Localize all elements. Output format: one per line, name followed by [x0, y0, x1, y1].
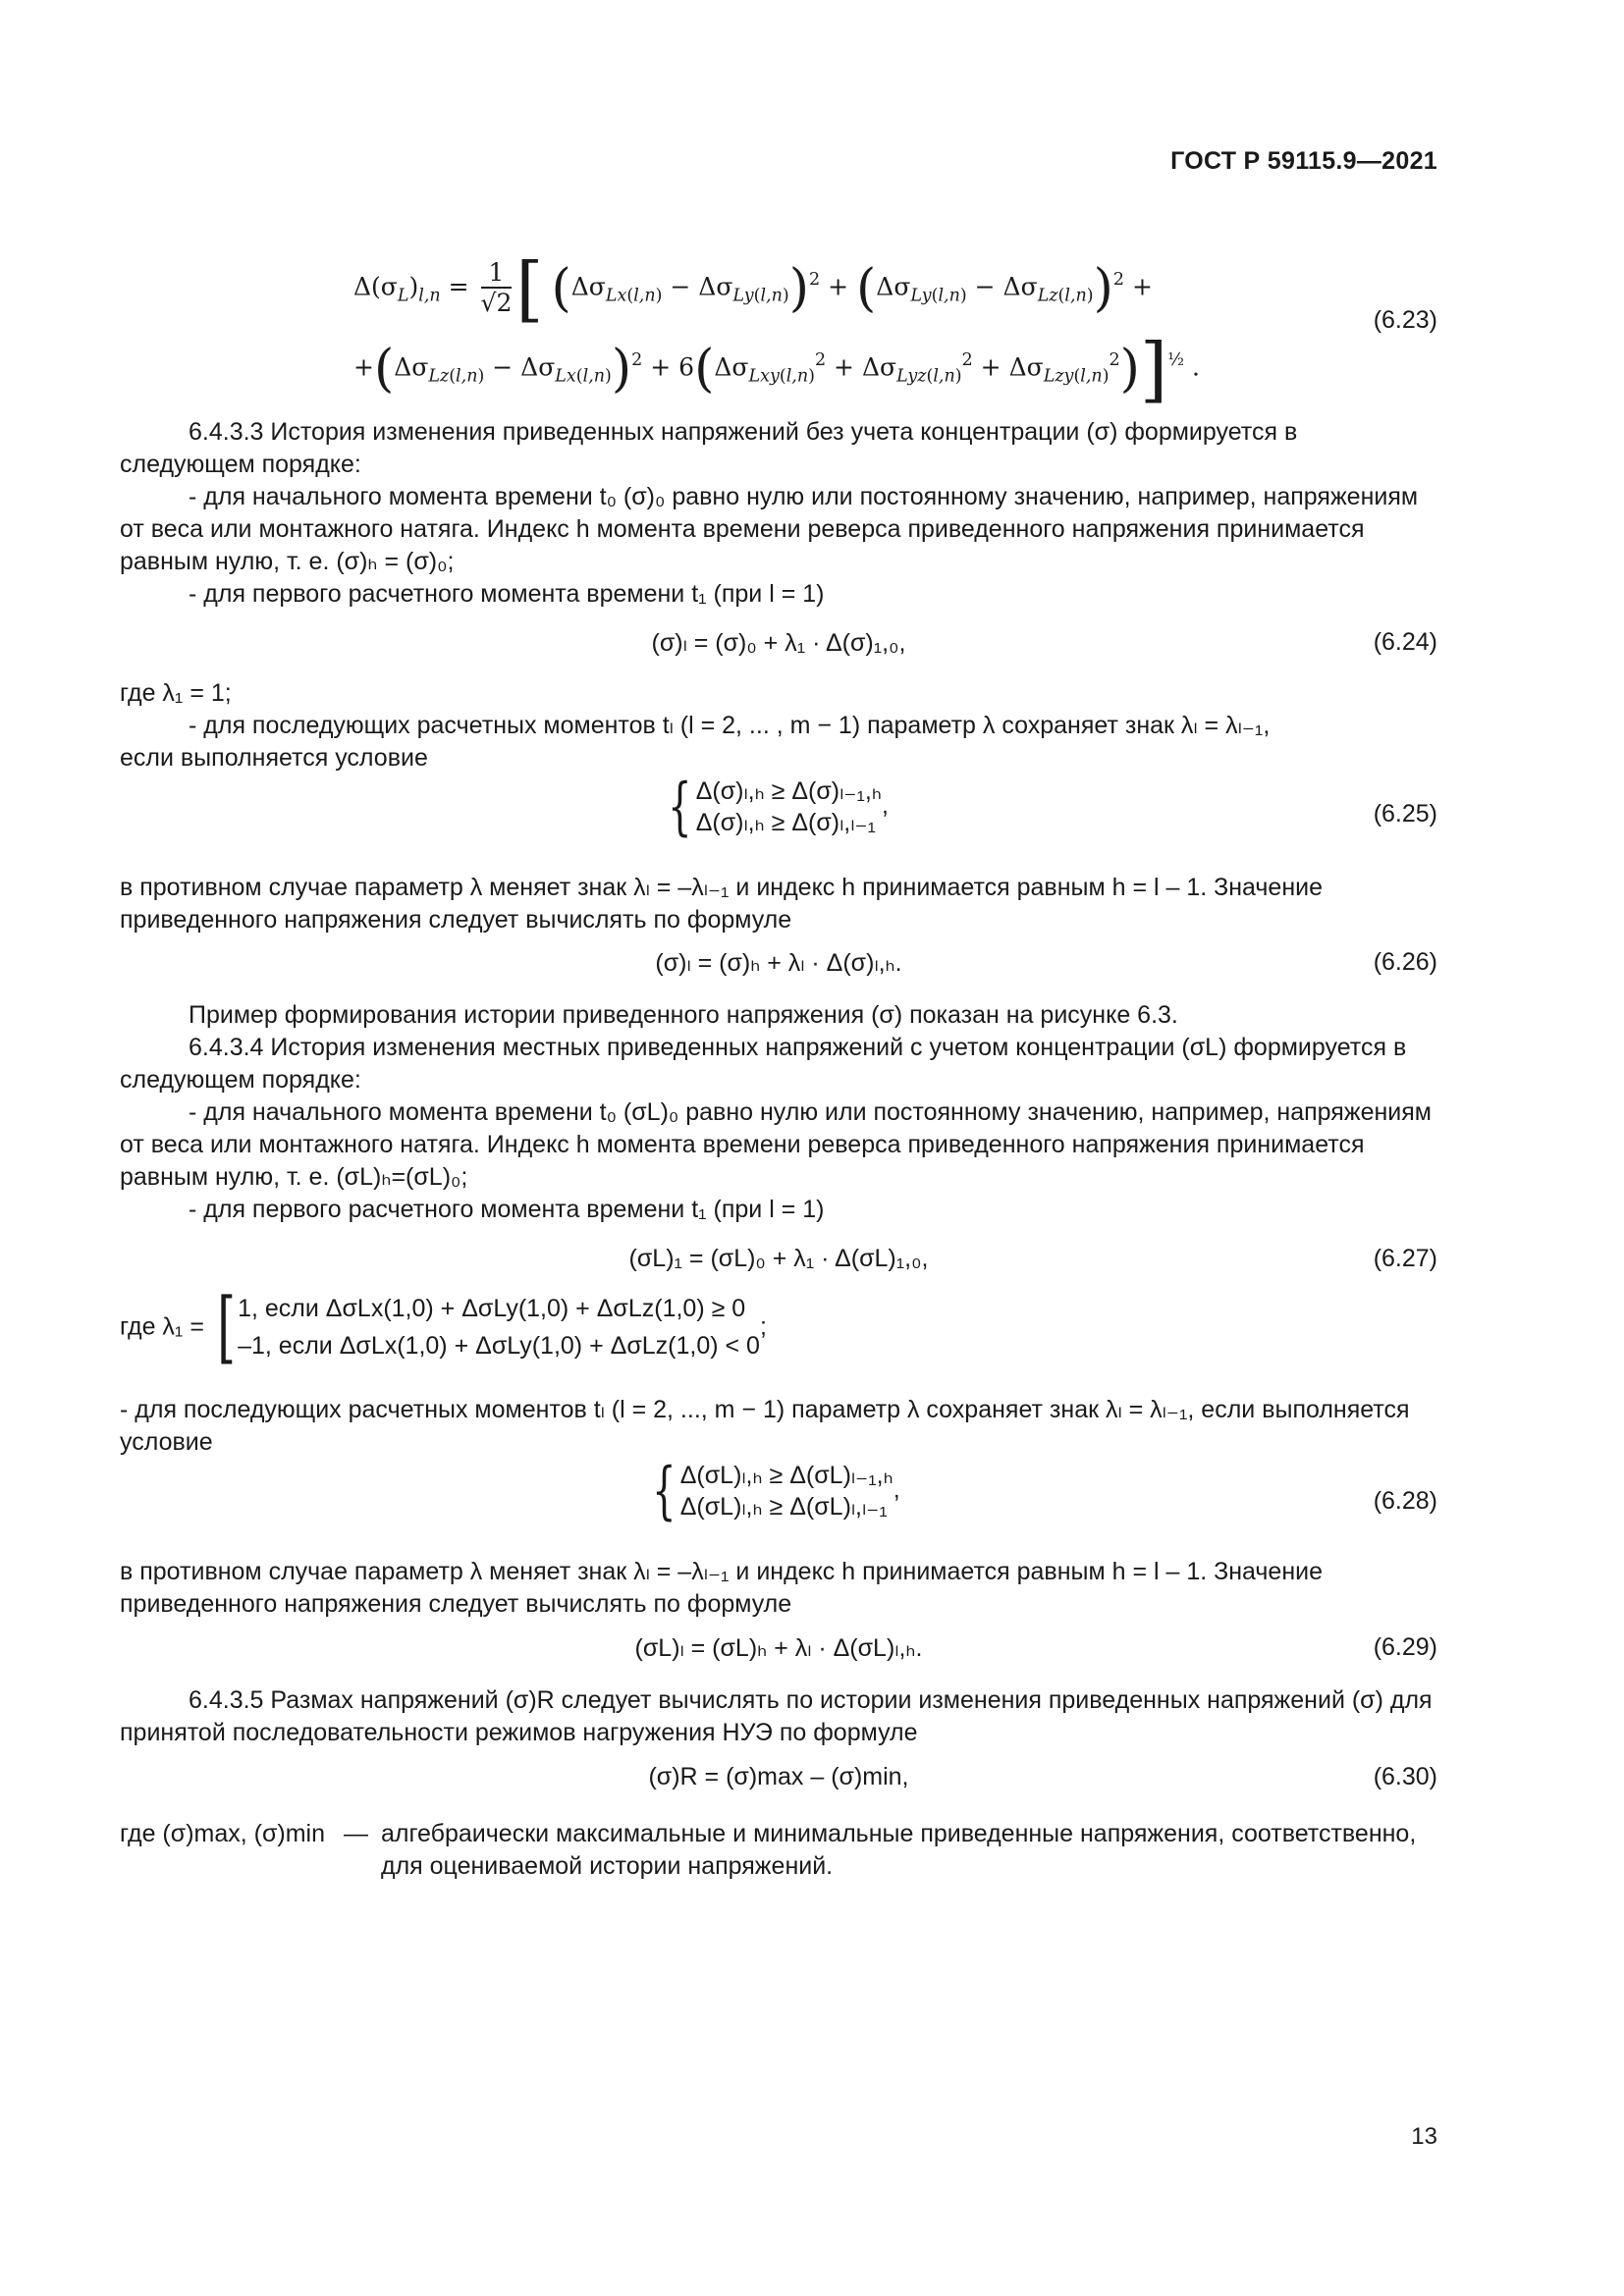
definition-text: алгебраически максимальные и минимальные приведенные напряжения, соответственно, для оцениваемой истории напряжений. — [381, 1820, 1417, 1880]
paragraph-subsequent-moments-1 — [120, 710, 1437, 774]
equation-6-25-tail: , — [881, 791, 889, 820]
equation-6-25: { Δ(σ)ₗ,ₕ ≥ Δ(σ)ₗ₋₁,ₕ Δ(σ)ₗ,ₕ ≥ Δ(σ)ₗ,ₗ₋₁, — [668, 771, 889, 843]
paragraph-6-4-3-4-item1: - для начального момента времени t₀ (σL)₀ равно нулю или постоянному значению, например, напряжениям от веса или монтажного натяга. Индекс h момента времени реверса приведенного напряжения принимается равным нулю, т. е. (σL)ₕ=(σL)₀; — [120, 1098, 1432, 1191]
equation-number-6-29: (6.29) — [1373, 1633, 1437, 1661]
equation-6-30: (σ)R = (σ)max – (σ)min, — [648, 1763, 909, 1790]
section-6-4-3-3 — [120, 416, 1437, 611]
definition-sigma-max-min — [120, 1818, 1437, 1883]
equation-6-28: { Δ(σL)ₗ,ₕ ≥ Δ(σL)ₗ₋₁,ₕ Δ(σL)ₗ,ₕ ≥ Δ(σL)ₗ,ₗ₋₁, — [652, 1455, 900, 1527]
equation-number-6-27: (6.27) — [1373, 1245, 1437, 1272]
paragraph-item3-cont: если выполняется условие — [120, 744, 428, 772]
paragraph-otherwise-2: в противном случае параметр λ меняет знак λₗ = –λₗ₋₁ и индекс h принимается равным h = l – 1. Значение приведенного напряжения следует вычислять по формуле — [120, 1558, 1323, 1618]
piecewise-lead: где λ₁ = — [120, 1312, 204, 1341]
paragraph-6-4-3-3-intro: 6.4.3.3 История изменения приведенных напряжений без учета концентрации (σ) формируется в следующем порядке: — [120, 418, 1298, 478]
equation-6-28-line1: Δ(σL)ₗ,ₕ ≥ Δ(σL)ₗ₋₁,ₕ — [679, 1462, 893, 1489]
paragraph-example: Пример формирования истории приведенного напряжения (σ) показан на рисунке 6.3. — [189, 1001, 1178, 1029]
piecewise-case1: 1, если ΔσLx(1,0) + ΔσLy(1,0) + ΔσLz(1,0) ≥ 0 — [238, 1295, 746, 1322]
piecewise-case2: –1, если ΔσLx(1,0) + ΔσLy(1,0) + ΔσLz(1,0) < 0 — [238, 1332, 760, 1360]
paragraph-6-4-3-3-item1: - для начального момента времени t₀ (σ)₀ равно нулю или постоянному значению, например, напряжениям от веса или монтажного натяга. Индекс h момента времени реверса приведенного напряжения принимается равным нулю, т. е. (σ)ₕ = (σ)₀; — [120, 483, 1419, 575]
equation-6-28-tail: , — [893, 1475, 900, 1504]
equation-6-24-row — [120, 628, 1437, 662]
paragraph-6-4-3-5: 6.4.3.5 Размах напряжений (σ)R следует вычислять по истории изменения приведенных напряжений (σ) для принятой последовательности режимов нагружения НУЭ по формуле — [120, 1686, 1433, 1746]
equation-number-6-24: (6.24) — [1373, 628, 1437, 656]
paragraph-item3: - для последующих расчетных моментов tₗ (l = 2, ... , m − 1) параметр λ сохраняет знак λₗ = λₗ₋₁, — [189, 712, 1271, 739]
equation-number-6-30: (6.30) — [1373, 1763, 1437, 1790]
piecewise-tail: ; — [759, 1312, 767, 1341]
standard-header: ГОСТ Р 59115.9—2021 — [1170, 147, 1437, 175]
equation-6-29: (σL)ₗ = (σL)ₕ + λₗ · Δ(σL)ₗ,ₕ. — [634, 1634, 923, 1662]
equation-number-6-25: (6.25) — [1373, 800, 1437, 828]
equation-6-23: $\Delta(\sigma_L)_{l,n}$ = $\frac{1}{√2}$ [ $(\Delta\sigma_{Lx(l,n)} - \Delta\sigma_{Ly(l,n)})^2 + (\Delta\sigma_{Ly(l,n)} - \Delta\sigma_{Lz(l,n)})^2$ + $+(\Delta\sigma_{Lz(l,n)} - \Delta\sigma_{Lx(l,n)})^2 + 6(\Delta\sigma_{Lxy(l,n)}^2 + \Delta\sigma_{Lyz(l,n)}^2 + \Delta\sigma_{Lzy(l,n)}^2)]^{\frac{1}{2}}$ . — [353, 247, 1200, 410]
paragraph-item4: - для последующих расчетных моментов tₗ (l = 2, ..., m − 1) параметр λ сохраняет знак λₗ = λₗ₋₁, если выполняется условие — [120, 1396, 1410, 1456]
equation-6-25-line1: Δ(σ)ₗ,ₕ ≥ Δ(σ)ₗ₋₁,ₕ — [695, 777, 882, 805]
paragraph-6-4-3-3-item2: - для первого расчетного момента времени t₁ (при l = 1) — [189, 580, 825, 608]
equation-6-27: (σL)₁ = (σL)₀ + λ₁ · Δ(σL)₁,₀, — [628, 1245, 929, 1272]
where-lambda1-piecewise: где λ₁ = [1, если ΔσLx(1,0) + ΔσLy(1,0) + ΔσLz(1,0) ≥ 0 –1, если ΔσLx(1,0) + ΔσLy(1,0) + ΔσLz(1,0) < 0; — [120, 1281, 767, 1372]
definition-term: где (σ)max, (σ)min — [120, 1820, 325, 1847]
equation-number-6-23: (6.23) — [1373, 306, 1437, 334]
equation-number-6-28: (6.28) — [1373, 1487, 1437, 1515]
equation-6-27-row — [120, 1245, 1437, 1278]
equation-number-6-26: (6.26) — [1373, 948, 1437, 976]
paragraph-otherwise-1: в противном случае параметр λ меняет знак λₗ = –λₗ₋₁ и индекс h принимается равным h = l – 1. Значение приведенного напряжения следует вычислять по формуле — [120, 874, 1323, 934]
equation-6-29-row — [120, 1633, 1437, 1667]
definition-dash: — — [344, 1820, 368, 1847]
paragraph-6-4-3-4-item2: - для первого расчетного момента времени t₁ (при l = 1) — [189, 1196, 825, 1223]
equation-6-25-line2: Δ(σ)ₗ,ₕ ≥ Δ(σ)ₗ,ₗ₋₁ — [695, 809, 876, 836]
paragraph-6-4-3-4-intro: 6.4.3.4 История изменения местных приведенных напряжений с учетом концентрации (σL) формируется в следующем порядке: — [120, 1034, 1407, 1094]
where-lambda1: где λ₁ = 1; — [120, 679, 232, 707]
equation-6-28-line2: Δ(σL)ₗ,ₕ ≥ Δ(σL)ₗ,ₗ₋₁ — [679, 1493, 888, 1521]
equation-6-30-row — [120, 1763, 1437, 1796]
equation-6-24: (σ)ₗ = (σ)₀ + λ₁ · Δ(σ)₁,₀, — [651, 629, 906, 657]
fraction-1-over-sqrt2: $\frac{1}{√2}$ — [480, 258, 513, 317]
equation-6-26-row — [120, 948, 1437, 982]
equation-6-26: (σ)ₗ = (σ)ₕ + λₗ · Δ(σ)ₗ,ₕ. — [655, 949, 902, 977]
section-6-4-3-4 — [120, 999, 1437, 1226]
page-number: 13 — [1411, 2123, 1437, 2150]
